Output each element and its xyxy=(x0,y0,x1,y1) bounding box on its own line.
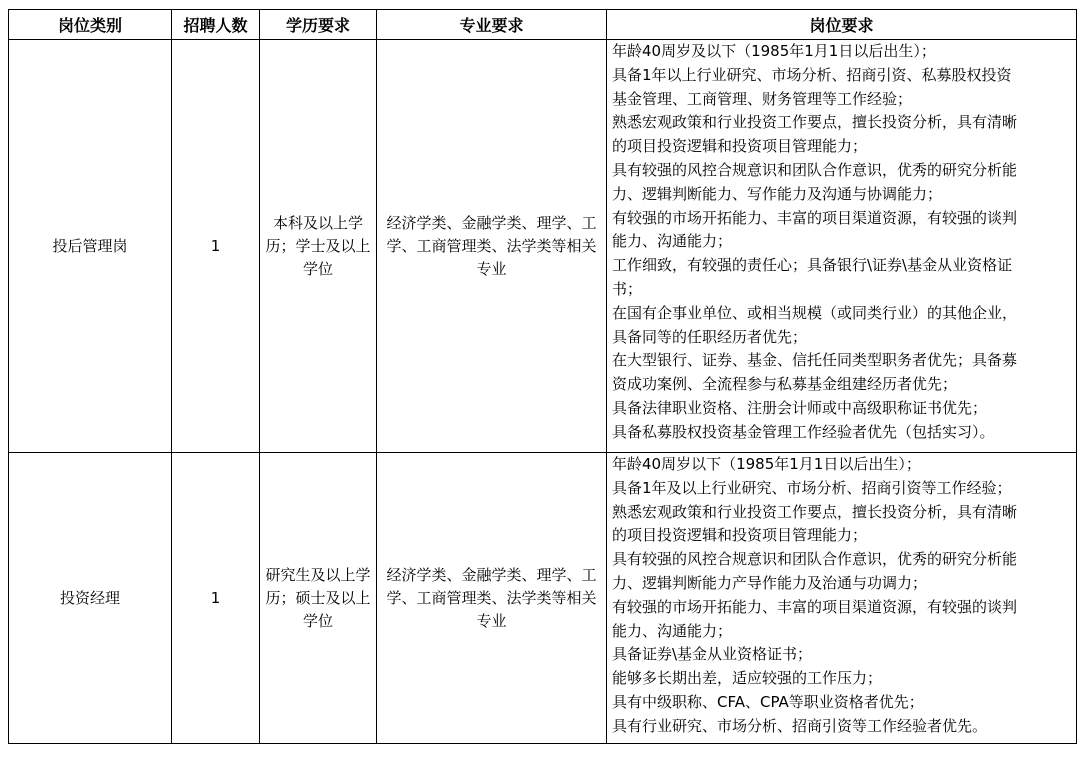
major-cell: 经济学类、金融学类、理学、工学、工商管理类、法学类等相关专业 xyxy=(377,453,607,744)
requirement-line: 年龄40周岁及以下（1985年1月1日以后出生）； xyxy=(612,42,936,60)
requirement-line: 的项目投资逻辑和投资项目管理能力； xyxy=(612,137,868,156)
requirement-line: 具备1年以上行业研究、市场分析、招商引资、私募股权投资 xyxy=(612,65,1012,84)
requirements-cell xyxy=(607,40,1077,453)
requirement-line: 熟悉宏观政策和行业投资工作要点，擅长投资分析，具有清晰 xyxy=(612,502,1018,521)
requirement-line: 有较强的市场开拓能力、丰富的项目渠道资源，有较强的谈判 xyxy=(612,208,1018,227)
requirement-line: 能够多长期出差，适应较强的工作压力； xyxy=(612,669,883,688)
requirement-line: 有较强的市场开拓能力、丰富的项目渠道资源，有较强的谈判 xyxy=(612,597,1018,616)
table-row xyxy=(9,453,1077,744)
requirement-line: 具有中级职称、CFA、CPA等职业资格者优先； xyxy=(612,692,924,711)
table-row xyxy=(9,40,1077,453)
header-major: 专业要求 xyxy=(377,10,607,40)
requirement-line: 资成功案例、全流程参与私募基金组建经历者优先； xyxy=(612,375,958,394)
requirement-line: 力、逻辑判断能力产导作能力及治通与功调力； xyxy=(612,573,928,592)
header-education: 学历要求 xyxy=(260,10,377,40)
table-header-row xyxy=(9,10,1077,40)
requirement-line: 工作细致，有较强的责任心；具备银行\证券\基金从业资格证 xyxy=(612,256,1013,275)
requirement-line: 具有较强的风控合规意识和团队合作意识，优秀的研究分析能 xyxy=(612,550,1018,569)
requirements-cell xyxy=(607,453,1077,744)
count-cell: 1 xyxy=(172,453,260,744)
category-cell: 投后管理岗 xyxy=(9,40,172,453)
requirement-line: 具备法律职业资格、注册会计师或中高级职称证书优先； xyxy=(612,398,988,417)
header-category: 岗位类别 xyxy=(9,10,172,40)
category-cell: 投资经理 xyxy=(9,453,172,744)
requirement-line: 书； xyxy=(612,279,643,298)
requirement-line: 在国有企事业单位、或相当规模（或同类行业）的其他企业， xyxy=(612,303,1018,322)
requirement-line: 具备私募股权投资基金管理工作经验者优先（包括实习）。 xyxy=(612,422,995,441)
requirement-line: 年龄40周岁以下（1985年1月1日以后出生）； xyxy=(612,455,921,473)
requirement-line: 在大型银行、证券、基金、信托任同类型职务者优先；具备募 xyxy=(612,351,1018,370)
requirement-line: 能力、沟通能力； xyxy=(612,232,733,251)
header-requirements: 岗位要求 xyxy=(607,10,1077,40)
requirement-line: 具有较强的风控合规意识和团队合作意识，优秀的研究分析能 xyxy=(612,160,1018,179)
requirement-line: 具备同等的任职经历者优先； xyxy=(612,327,808,346)
major-cell: 经济学类、金融学类、理学、工学、工商管理类、法学类等相关专业 xyxy=(377,40,607,453)
requirement-line: 具备1年及以上行业研究、市场分析、招商引资等工作经验； xyxy=(612,478,1012,497)
requirement-line: 能力、沟通能力； xyxy=(612,621,733,640)
requirement-line: 的项目投资逻辑和投资项目管理能力； xyxy=(612,526,868,545)
requirement-line: 力、逻辑判断能力、写作能力及沟通与协调能力； xyxy=(612,184,943,203)
requirement-line: 熟悉宏观政策和行业投资工作要点，擅长投资分析，具有清晰 xyxy=(612,113,1018,132)
education-cell: 研究生及以上学历；硕士及以上学位 xyxy=(260,453,377,744)
education-cell: 本科及以上学历；学士及以上学位 xyxy=(260,40,377,453)
requirement-line: 具备证券\基金从业资格证书； xyxy=(612,645,813,664)
count-cell: 1 xyxy=(172,40,260,453)
requirement-line: 具有行业研究、市场分析、招商引资等工作经验者优先。 xyxy=(612,716,988,735)
header-count: 招聘人数 xyxy=(172,10,260,40)
requirement-line: 基金管理、工商管理、财务管理等工作经验； xyxy=(612,89,913,108)
job-requirements-table xyxy=(8,9,1077,744)
